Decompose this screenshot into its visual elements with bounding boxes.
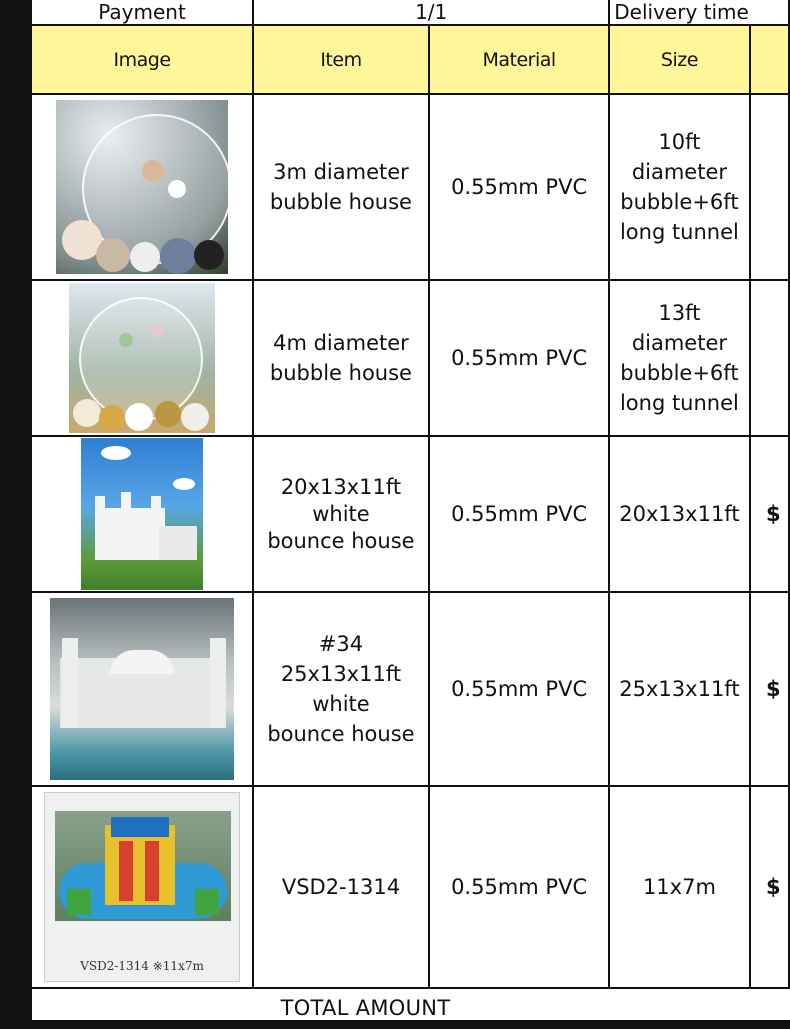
item-cell bbox=[253, 280, 429, 436]
item-line: #34 bbox=[318, 632, 364, 656]
size-line: long tunnel bbox=[619, 391, 739, 415]
material-cell: 0.55mm PVC bbox=[429, 280, 609, 436]
item-line: 3m diameter bbox=[273, 160, 409, 184]
product-photo-white-bounce-house-25ft bbox=[50, 598, 234, 780]
material-cell: 0.55mm PVC bbox=[429, 436, 609, 592]
product-image-cell bbox=[31, 786, 253, 988]
table-row bbox=[31, 94, 789, 280]
size-cell bbox=[609, 592, 749, 786]
size-line: 25x13x11ft bbox=[619, 677, 740, 701]
size-line: bubble+6ft bbox=[620, 190, 739, 214]
item-line: bubble house bbox=[269, 361, 412, 385]
product-photo-white-bounce-house-20ft bbox=[81, 438, 203, 590]
size-cell bbox=[609, 436, 749, 592]
item-cell bbox=[253, 592, 429, 786]
header-material: Material bbox=[429, 25, 609, 94]
material-cell: 0.55mm PVC bbox=[429, 592, 609, 786]
header-row bbox=[31, 25, 789, 94]
item-line: VSD2-1314 bbox=[281, 875, 401, 899]
page-indicator: 1/1 bbox=[253, 0, 609, 25]
item-line: 4m diameter bbox=[273, 331, 409, 355]
size-cell bbox=[609, 786, 749, 988]
size-cell bbox=[609, 280, 749, 436]
product-image-cell bbox=[31, 436, 253, 592]
payment-label: Payment bbox=[31, 0, 253, 25]
item-line: white bbox=[312, 692, 370, 716]
size-line: 20x13x11ft bbox=[619, 502, 740, 526]
price-partial-cell bbox=[750, 94, 789, 280]
item-line: bounce house bbox=[267, 722, 415, 746]
header-item: Item bbox=[253, 25, 429, 94]
item-line: 20x13x11ft bbox=[280, 474, 402, 499]
material-cell: 0.55mm PVC bbox=[429, 94, 609, 280]
size-line: bubble+6ft bbox=[620, 361, 739, 385]
header-size: Size bbox=[609, 25, 749, 94]
product-photo-bubble-house-4m bbox=[69, 283, 215, 433]
product-photo-vsd2-1314 bbox=[44, 792, 240, 982]
photo-caption: VSD2-1314 ※11x7m bbox=[80, 959, 204, 973]
price-partial-cell: $ bbox=[750, 786, 789, 988]
total-amount-label: TOTAL AMOUNT bbox=[31, 988, 789, 1028]
product-photo-bubble-house-3m bbox=[56, 100, 228, 274]
table-row bbox=[31, 592, 789, 786]
price-partial-cell bbox=[750, 280, 789, 436]
total-row bbox=[31, 988, 789, 1028]
item-line: white bbox=[312, 501, 370, 526]
material-cell: 0.55mm PVC bbox=[429, 786, 609, 988]
product-table bbox=[30, 0, 790, 1029]
size-line: 13ft diameter bbox=[631, 301, 728, 355]
item-line: bounce house bbox=[267, 528, 415, 553]
header-image: Image bbox=[31, 25, 253, 94]
table-row bbox=[31, 436, 789, 592]
delivery-time-label: Delivery time bbox=[609, 0, 789, 25]
size-line: 11x7m bbox=[642, 875, 716, 899]
top-info-row bbox=[31, 0, 789, 25]
size-cell bbox=[609, 94, 749, 280]
price-partial-cell: $ bbox=[750, 436, 789, 592]
quotation-sheet bbox=[30, 0, 790, 1020]
item-cell bbox=[253, 786, 429, 988]
product-image-cell bbox=[31, 280, 253, 436]
item-cell bbox=[253, 436, 429, 592]
size-line: long tunnel bbox=[619, 220, 739, 244]
item-line: 25x13x11ft bbox=[280, 662, 402, 686]
size-line: 10ft diameter bbox=[631, 130, 728, 184]
table-row bbox=[31, 280, 789, 436]
table-row bbox=[31, 786, 789, 988]
product-image-cell bbox=[31, 592, 253, 786]
header-price-partial bbox=[750, 25, 789, 94]
item-cell bbox=[253, 94, 429, 280]
product-image-cell bbox=[31, 94, 253, 280]
price-partial-cell: $ bbox=[750, 592, 789, 786]
item-line: bubble house bbox=[269, 190, 412, 214]
